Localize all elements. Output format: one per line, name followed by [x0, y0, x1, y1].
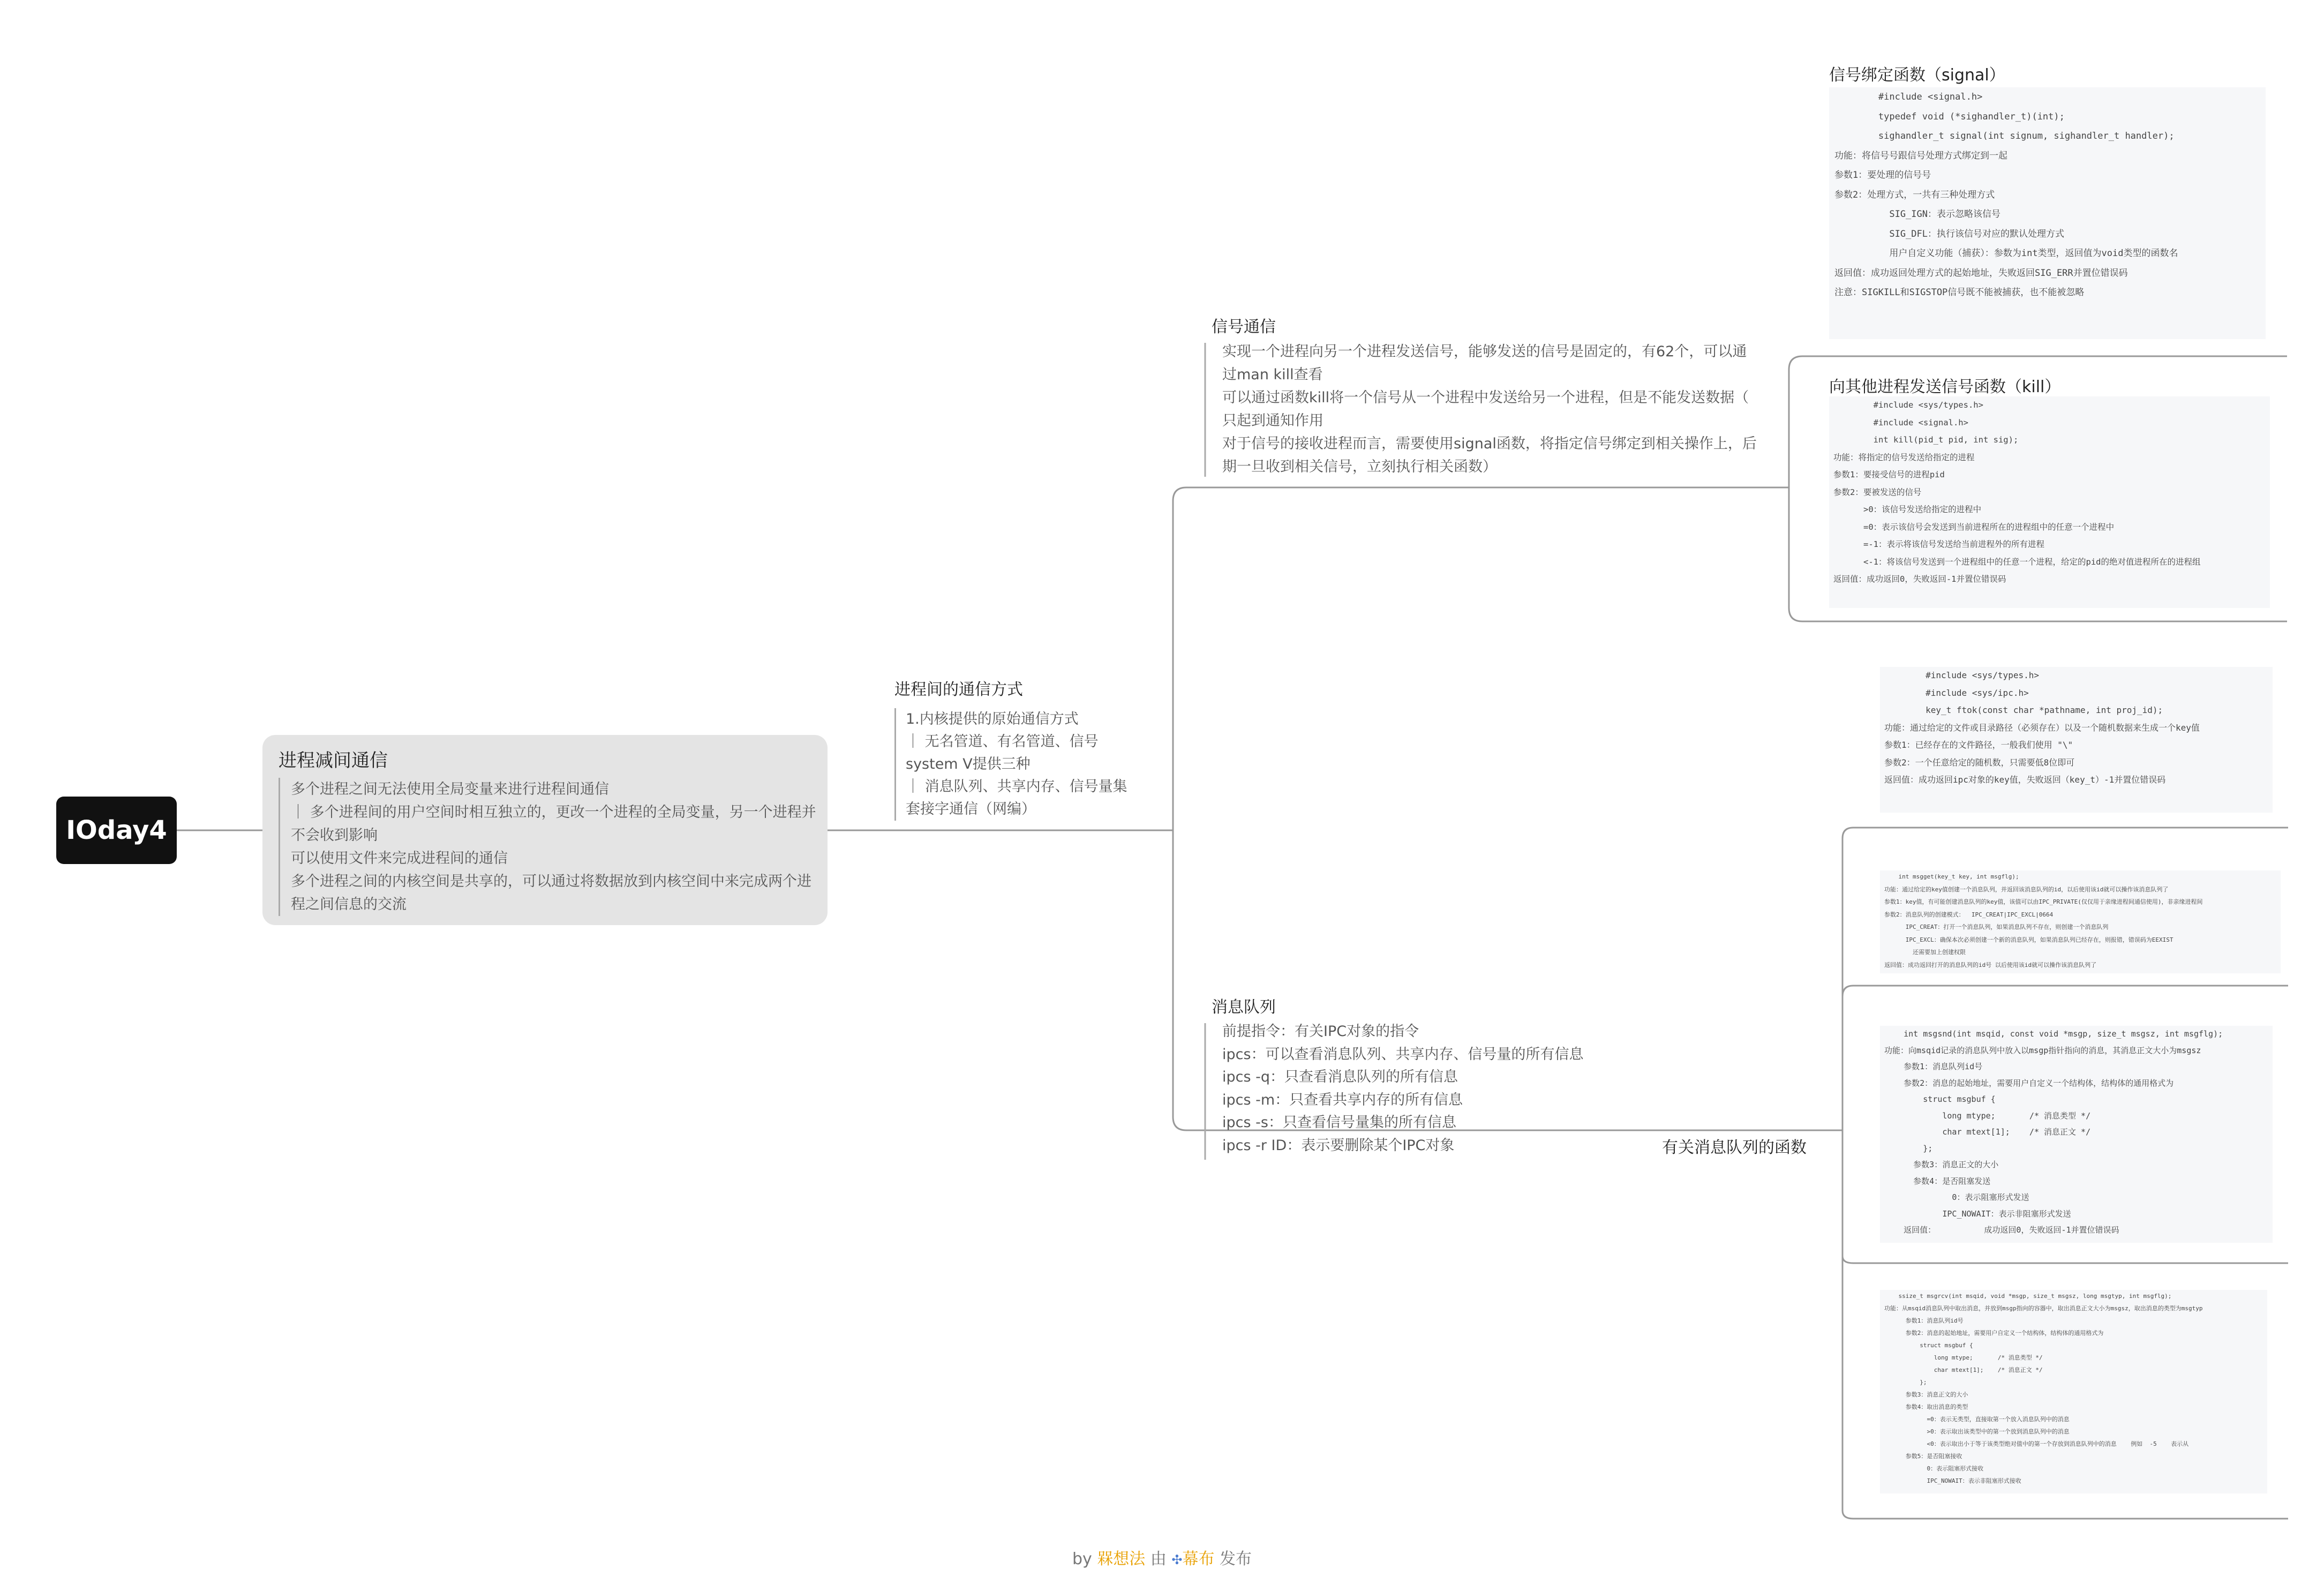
- code-line: #include <sys/types.h>: [1833, 400, 1983, 410]
- code-line: #include <signal.h>: [1833, 417, 1968, 427]
- code-line: =-1：表示将该信号发送给当前进程外的所有进程: [1833, 539, 2044, 549]
- code-line: struct msgbuf {: [1884, 1342, 1973, 1349]
- intro-line: 程之间信息的交流: [291, 896, 407, 913]
- mubu-logo-icon: ✣: [1171, 1552, 1183, 1567]
- root-node[interactable]: [56, 797, 177, 864]
- code-line: <-1：将该信号发送到一个进程组中的任意一个进程，给定的pid的绝对值进程所在的进程组: [1833, 557, 2201, 567]
- intro-line: 多个进程之间的内核空间是共享的，可以通过将数据放到内核空间中来完成两个进: [291, 873, 811, 890]
- signal-fn-title[interactable]: 信号绑定函数（signal）: [1829, 66, 2005, 85]
- code-line: 0：表示阻塞形式接收: [1884, 1465, 1984, 1472]
- code-line: 参数5：是否阻塞接收: [1884, 1453, 1962, 1460]
- signal-title[interactable]: 信号通信: [1212, 318, 1276, 336]
- ftok-fn-code: [1880, 667, 2273, 813]
- intro-notes: [279, 778, 826, 916]
- intro-line: 不会收到影响: [291, 827, 378, 844]
- msgqueue-line: ipcs -m：只查看共享内存的所有信息: [1222, 1091, 1463, 1108]
- code-line: 功能：从msqid消息队列中取出消息，并放到msgp指向的容器中，取出消息正文大小为msgsz，取出消息的类型为msgtyp: [1884, 1305, 2203, 1312]
- code-line: >0：该信号发送给指定的进程中: [1833, 505, 1982, 514]
- footer: [0, 1545, 2324, 1569]
- signal-line: 实现一个进程向另一个进程发送信号，能够发送的信号是固定的，有62个，可以通: [1222, 343, 1747, 360]
- code-line: long mtype; /* 消息类型 */: [1884, 1110, 2091, 1121]
- code-line: >0：表示取出该类型中的第一个放到消息队列中的消息: [1884, 1428, 2070, 1435]
- msg-functions-title[interactable]: 有关消息队列的函数: [1662, 1138, 1807, 1157]
- code-line: struct msgbuf {: [1884, 1094, 1996, 1104]
- code-line: IPC_EXCL：确保本次必须创建一个新的消息队列，如果消息队列已经存在，则报错，错误码为EEXIST: [1884, 936, 2173, 943]
- code-line: int msgget(key_t key, int msgflg);: [1884, 873, 2019, 880]
- code-line: 用户自定义功能（捕获）：参数为int类型，返回值为void类型的函数名: [1834, 248, 2178, 259]
- intro-node[interactable]: [262, 735, 828, 925]
- code-line: 参数2：消息的起始地址，需要用户自定义一个结构体，结构体的通用格式为: [1884, 1330, 2104, 1337]
- code-line: 参数2：处理方式，一共有三种处理方式: [1834, 189, 1995, 200]
- code-line: 参数4：取出消息的类型: [1884, 1403, 1968, 1410]
- code-line: 返回值：成功返回0，失败返回-1并置位错误码: [1833, 574, 2006, 584]
- msgrcv-fn-code: [1880, 1290, 2267, 1493]
- code-line: 参数2：一个任意给定的随机数，只需要低8位即可: [1884, 757, 2075, 768]
- msgqueue-line: ipcs -q：只查看消息队列的所有信息: [1222, 1069, 1458, 1085]
- ipc-methods-notes: [894, 708, 1173, 821]
- code-line: char mtext[1]; /* 消息正文 */: [1884, 1367, 2043, 1373]
- signal-line: 对于信号的接收进程而言，需要使用signal函数，将指定信号绑定到相关操作上，后: [1222, 436, 1757, 452]
- code-line: 还需要加上创建权限: [1884, 949, 1966, 956]
- code-line: };: [1884, 1379, 1927, 1386]
- code-line: =0：表示无类型，直接取第一个放入消息队列中的消息: [1884, 1416, 2070, 1423]
- ipc-methods-line: system V提供三种: [906, 756, 1031, 772]
- code-line: IPC_NOWAIT：表示非阻塞形式接收: [1884, 1477, 2021, 1484]
- ipc-methods-line: ｜ 消息队列、共享内存、信号量集: [906, 778, 1127, 795]
- code-line: <0：表示取出小于等于该类型绝对值中的第一个存放到消息队列中的消息 例如 -5 表示从: [1884, 1440, 2189, 1447]
- code-line: 返回值： 成功返回0，失败返回-1并置位错误码: [1884, 1225, 2119, 1235]
- intro-line: ｜ 多个进程间的用户空间时相互独立的，更改一个进程的全局变量，另一个进程并: [291, 804, 816, 821]
- code-line: 参数1：要处理的信号号: [1834, 170, 1931, 181]
- signal-notes: [1222, 340, 1790, 478]
- footer-brand-link[interactable]: 幕布: [1182, 1550, 1215, 1568]
- signal-line: 过man kill查看: [1222, 366, 1323, 383]
- code-line: IPC_NOWAIT：表示非阻塞形式发送: [1884, 1208, 2071, 1219]
- code-line: 参数2：消息队列的创建模式： IPC_CREAT|IPC_EXCL|0664: [1884, 911, 2054, 918]
- msgqueue-title[interactable]: 消息队列: [1212, 998, 1276, 1017]
- intro-line: 多个进程之间无法使用全局变量来进行进程间通信: [291, 781, 609, 798]
- msgqueue-line: 前提指令：有关IPC对象的指令: [1222, 1023, 1419, 1040]
- code-line: 功能：将指定的信号发送给指定的进程: [1833, 452, 1975, 462]
- code-line: ssize_t msgrcv(int msqid, void *msgp, size_t msgsz, long msgtyp, int msgflg);: [1884, 1293, 2172, 1300]
- intro-title: 进程减间通信: [279, 750, 388, 771]
- code-line: #include <sys/ipc.h>: [1884, 687, 2029, 698]
- root-label: IOday4: [66, 815, 167, 845]
- code-line: 参数4：是否阻塞发送: [1884, 1176, 1991, 1186]
- ipc-methods-node[interactable]: [894, 676, 1173, 821]
- code-line: 功能：通过给定的key值创建一个消息队列，并返回该消息队列的id，以后使用该id就可以操作该消息队列了: [1884, 885, 2169, 893]
- code-line: IPC_CREAT：打开一个消息队列，如果消息队列不存在，则创建一个消息队列: [1884, 924, 2109, 930]
- code-line: 功能：向msqid记录的消息队列中放入以msgp指针指向的消息，其消息正文大小为msgsz: [1884, 1045, 2201, 1055]
- code-line: 参数2：消息的起始地址，需要用户自定义一个结构体，结构体的通用格式为: [1884, 1078, 2174, 1088]
- signal-line: 期一旦收到相关信号，立刻执行相关函数）: [1222, 459, 1497, 475]
- ipc-methods-title: 进程间的通信方式: [894, 680, 1023, 699]
- code-line: 参数1：消息队列id号: [1884, 1062, 1983, 1071]
- code-line: 返回值：成功返回ipc对象的key值，失败返回（key_t）-1并置位错误码: [1884, 775, 2166, 785]
- code-line: };: [1884, 1143, 1933, 1153]
- msgsnd-fn-code: [1880, 1026, 2273, 1243]
- msgqueue-line: ipcs -s：只查看信号量集的所有信息: [1222, 1114, 1456, 1131]
- code-line: 功能：将信号号跟信号处理方式绑定到一起: [1834, 150, 2007, 161]
- code-line: int kill(pid_t pid, int sig);: [1833, 435, 2019, 445]
- signal-fn-code: [1829, 87, 2266, 339]
- code-line: 返回值：成功返回处理方式的起始地址，失败返回SIG_ERR并置位错误码: [1834, 267, 2128, 279]
- code-line: key_t ftok(const char *pathname, int proj_id);: [1884, 705, 2163, 715]
- code-line: SIG_DFL：执行该信号对应的默认处理方式: [1834, 228, 2064, 239]
- code-line: typedef void (*sighandler_t)(int);: [1834, 111, 2065, 122]
- code-line: #include <signal.h>: [1834, 92, 1983, 102]
- ipc-methods-line: 套接字通信（网编）: [906, 801, 1036, 817]
- code-line: int msgsnd(int msqid, const void *msgp, size_t msgsz, int msgflg);: [1884, 1029, 2223, 1039]
- code-line: 参数1：已经存在的文件路径，一般我们使用 "\": [1884, 740, 2073, 750]
- msgget-fn-code: [1880, 870, 2281, 973]
- code-line: #include <sys/types.h>: [1884, 670, 2039, 680]
- code-line: 参数1：key值，有可能创建消息队列的key值，该值可以由IPC_PRIVATE(仅仅用于亲缘进程间通信使用)，非亲缘进程间: [1884, 898, 2203, 905]
- footer-author-link[interactable]: 槑想法: [1097, 1550, 1146, 1568]
- intro-line: 可以使用文件来完成进程间的通信: [291, 850, 508, 867]
- code-line: 参数1：消息队列id号: [1884, 1317, 1964, 1324]
- code-line: 参数3：消息正文的大小: [1884, 1160, 1999, 1169]
- code-line: sighandler_t signal(int signum, sighandler_t handler);: [1834, 131, 2175, 141]
- footer-suffix: 发布: [1214, 1550, 1252, 1568]
- code-line: 参数2：要被发送的信号: [1833, 487, 1922, 497]
- ipc-methods-line: 1.内核提供的原始通信方式: [906, 711, 1079, 727]
- code-line: 返回值：成功返回打开的消息队列的id号 以后使用该id就可以操作该消息队列了: [1884, 961, 2097, 969]
- footer-prefix: by: [1072, 1550, 1097, 1568]
- signal-line: 可以通过函数kill将一个信号从一个进程中发送给另一个进程，但是不能发送数据（: [1222, 389, 1749, 406]
- ipc-methods-line: ｜ 无名管道、有名管道、信号: [906, 733, 1099, 750]
- msgqueue-line: ipcs：可以查看消息队列、共享内存、信号量的所有信息: [1222, 1046, 1584, 1063]
- signal-line: 只起到通知作用: [1222, 412, 1323, 429]
- code-line: char mtext[1]; /* 消息正文 */: [1884, 1127, 2091, 1137]
- code-line: =0：表示该信号会发送到当前进程所在的进程组中的任意一个进程中: [1833, 522, 2115, 532]
- code-line: 功能：通过给定的文件或目录路径（必须存在）以及一个随机数据来生成一个key值: [1884, 722, 2200, 733]
- code-line: long mtype; /* 消息类型 */: [1884, 1354, 2043, 1361]
- kill-fn-code: [1829, 396, 2270, 608]
- code-line: 参数3：消息正文的大小: [1884, 1391, 1968, 1398]
- kill-fn-title[interactable]: 向其他进程发送信号函数（kill）: [1829, 378, 2061, 396]
- code-line: 参数1：要接受信号的进程pid: [1833, 470, 1945, 479]
- code-line: 0：表示阻塞形式发送: [1884, 1192, 2029, 1202]
- code-line: SIG_IGN：表示忽略该信号: [1834, 209, 2000, 220]
- code-line: 注意：SIGKILL和SIGSTOP信号既不能被捕获，也不能被忽略: [1834, 287, 2085, 298]
- msgqueue-line: ipcs -r ID：表示要删除某个IPC对象: [1222, 1137, 1455, 1154]
- footer-middle: 由: [1145, 1550, 1172, 1568]
